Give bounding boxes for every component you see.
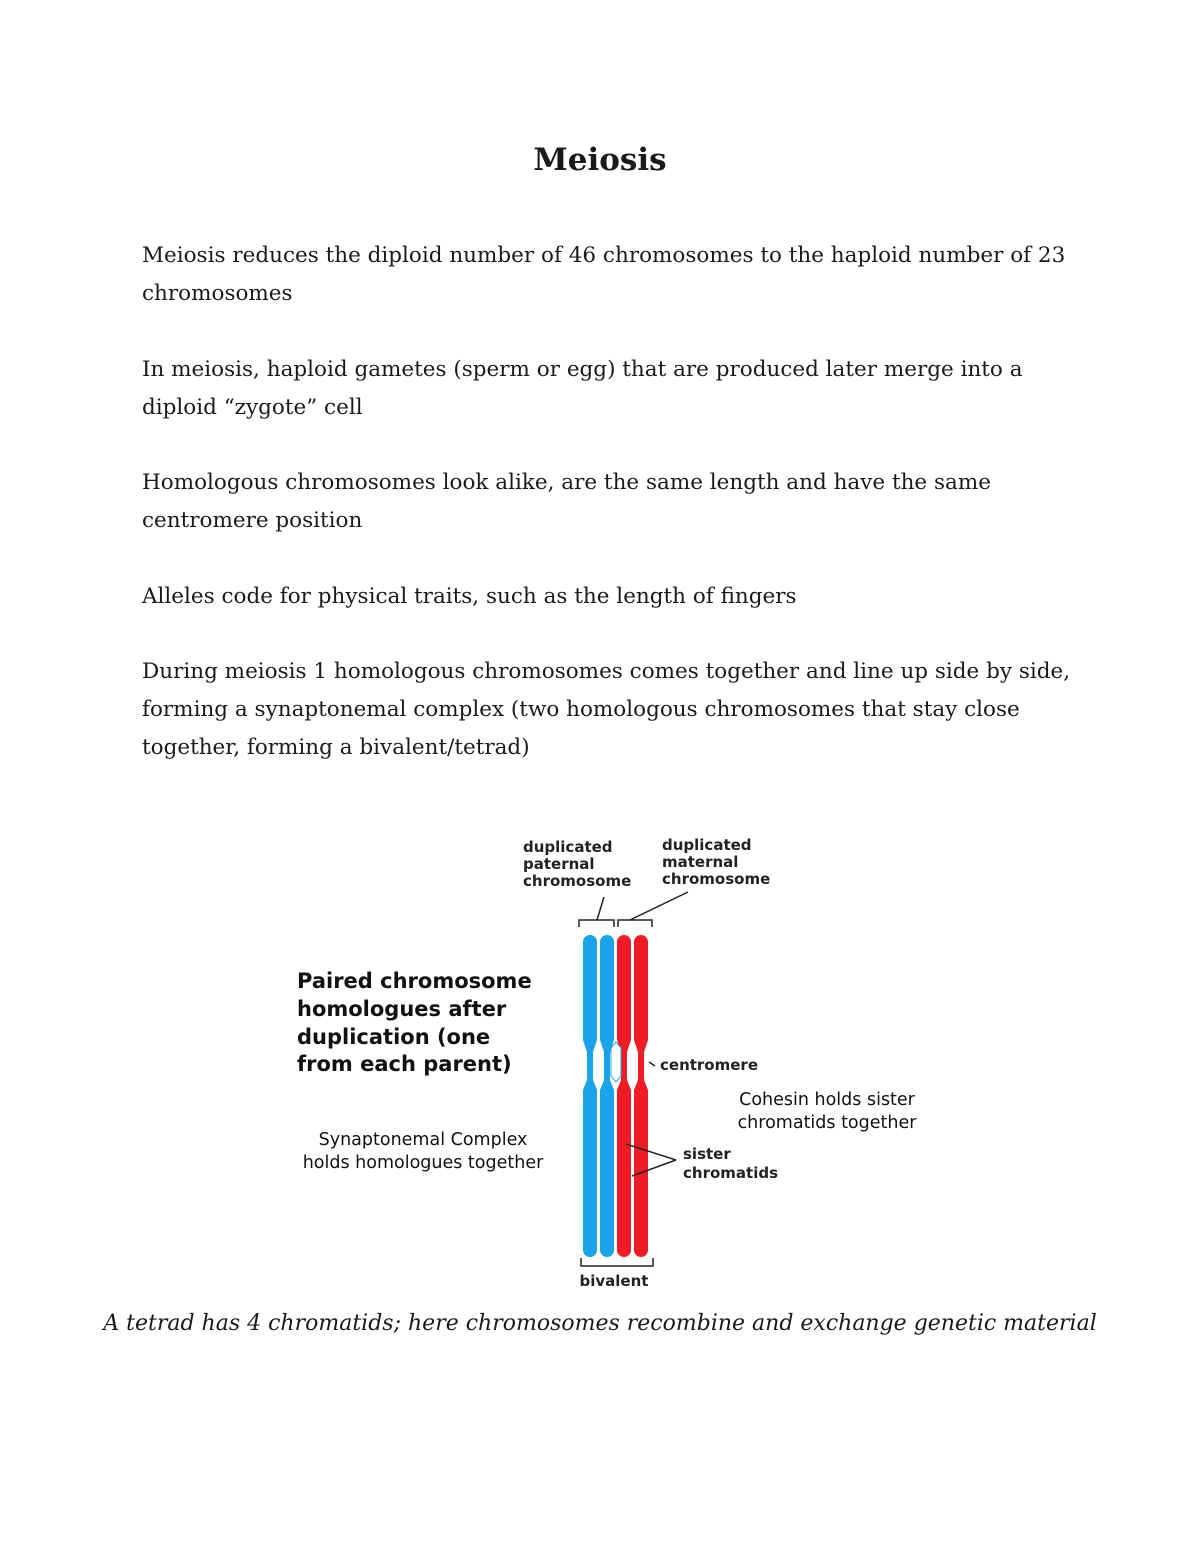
paragraph-alleles: Alleles code for physical traits, such as the length of fingers [142, 584, 797, 609]
svg-text:homologues after: homologues after [297, 997, 507, 1021]
svg-text:maternal: maternal [662, 853, 739, 871]
paternal-label [523, 838, 631, 890]
bivalent-figure [0, 820, 1200, 1300]
svg-text:Cohesin holds sister: Cohesin holds sister [739, 1090, 915, 1110]
paragraph-gametes: In meiosis, haploid gametes (sperm or egg) that are produced later merge into a diploid “zygote” cell [142, 357, 1023, 420]
svg-text:Synaptonemal Complex: Synaptonemal Complex [318, 1130, 528, 1150]
svg-text:paternal: paternal [523, 855, 595, 873]
centromere-leader-line [649, 1062, 655, 1066]
svg-text:holds homologues together: holds homologues together [302, 1153, 544, 1173]
paragraph-meiosis-one: During meiosis 1 homologous chromosomes comes together and line up side by side, forming a synaptonemal complex (two homologous chromosomes that stay close together, forming a bivalent/tetrad) [142, 659, 1071, 760]
centromere-gap [611, 1042, 621, 1082]
cohesin-label [738, 1090, 918, 1133]
svg-text:Paired chromosome: Paired chromosome [297, 969, 532, 993]
paternal-chromatid-1 [583, 935, 597, 1257]
svg-text:duplicated: duplicated [523, 838, 613, 856]
svg-text:duplicated: duplicated [662, 836, 752, 854]
svg-text:chromosome: chromosome [662, 870, 771, 888]
maternal-chromatid-1 [617, 935, 631, 1257]
svg-text:chromosome: chromosome [523, 872, 632, 890]
bivalent-label: bivalent [579, 1272, 649, 1290]
figure-caption: A tetrad has 4 chromatids; here chromosomes recombine and exchange genetic material [103, 1311, 1097, 1336]
bivalent-bracket [581, 1258, 653, 1266]
page-title: Meiosis [533, 142, 667, 178]
sister-chromatids-label [683, 1145, 778, 1182]
svg-text:chromatids together: chromatids together [737, 1113, 917, 1133]
synaptonemal-label [303, 1130, 544, 1173]
bivalent-diagram [0, 820, 1200, 1300]
maternal-label [662, 836, 770, 888]
maternal-bracket [618, 920, 652, 927]
centromere-label: centromere [660, 1056, 758, 1074]
paternal-bracket [579, 920, 614, 927]
paragraph-diploid: Meiosis reduces the diploid number of 46 chromosomes to the haploid number of 23 chromosomes [142, 243, 1066, 306]
sister-leader-lines [626, 1144, 676, 1176]
figure-heading [297, 969, 532, 1076]
maternal-leader-line [630, 892, 688, 920]
svg-text:from each parent): from each parent) [297, 1052, 512, 1076]
svg-text:sister: sister [683, 1145, 731, 1163]
svg-text:duplication (one: duplication (one [297, 1025, 491, 1049]
paragraph-homologous: Homologous chromosomes look alike, are the same length and have the same centromere position [142, 470, 991, 533]
svg-text:chromatids: chromatids [683, 1164, 779, 1182]
paternal-leader-line [597, 897, 604, 920]
maternal-chromatid-2 [634, 935, 648, 1257]
paternal-chromatid-2 [600, 935, 614, 1257]
